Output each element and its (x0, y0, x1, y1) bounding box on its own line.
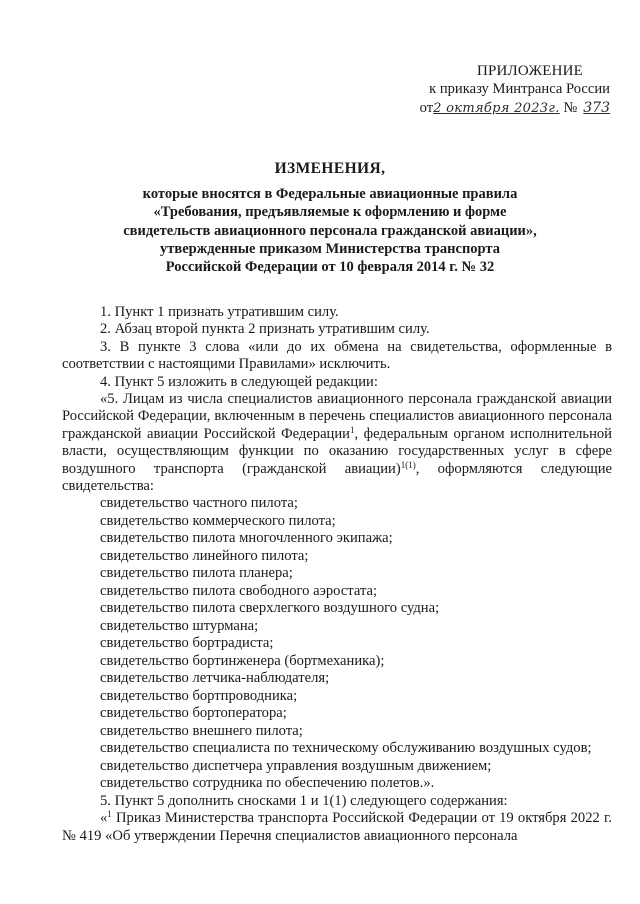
title-line: Российской Федерации от 10 февраля 2014 г. № 32 (165, 259, 495, 276)
list-item: свидетельство пилота многочленного экипажа; (100, 530, 393, 547)
paragraph-1: 1. Пункт 1 признать утратившим силу. (100, 304, 339, 320)
date-prefix: от (419, 100, 434, 116)
document-title (80, 160, 580, 276)
list-item: свидетельство коммерческого пилота; (100, 512, 336, 529)
list-item: свидетельство пилота свободного аэростата; (100, 582, 378, 599)
list-item: свидетельство летчика-наблюдателя; (100, 670, 330, 687)
footnote-marker-1: 1 (107, 809, 112, 820)
list-item: свидетельство бортпроводника; (100, 687, 298, 704)
list-item: свидетельство пилота сверхлегкого воздушного судна; (100, 600, 440, 617)
list-item: свидетельство специалиста по техническому обслуживанию воздушных судов; (100, 740, 592, 757)
footnote-ref-1: 1 (350, 424, 355, 435)
list-item: свидетельство частного пилота; (100, 495, 298, 512)
handwritten-date: 2 октября 2023г. (433, 101, 560, 116)
document-body (62, 304, 612, 845)
number-prefix: № (563, 100, 578, 116)
annex-date-line (410, 98, 610, 119)
paragraph-7 (62, 810, 612, 845)
annex-header (410, 62, 610, 119)
paragraph-6: 5. Пункт 5 дополнить сносками 1 и 1(1) следующего содержания: (100, 792, 508, 809)
paragraph-5 (62, 391, 612, 495)
list-item: свидетельство бортрадиста; (100, 635, 274, 652)
paragraph-4: 4. Пункт 5 изложить в следующей редакции: (100, 373, 378, 390)
list-item: свидетельство линейного пилота; (100, 547, 309, 564)
list-item: свидетельство внешнего пилота; (100, 722, 303, 739)
handwritten-number: 373 (583, 100, 610, 116)
annex-order-reference: к приказу Минтранса России (429, 81, 610, 97)
title-line: которые вносятся в Федеральные авиационные правила (142, 186, 518, 203)
list-item: свидетельство штурмана; (100, 617, 259, 634)
annex-title: ПРИЛОЖЕНИЕ (476, 63, 584, 79)
quote-open: « (100, 810, 108, 827)
paragraph-7-text: Приказ Министерства транспорта Российской Федерации от 19 октября 2022 г. № 419 «Об утверждении Перечня специалистов авиационного персонала (62, 810, 612, 844)
list-item: свидетельство пилота планера; (100, 565, 293, 582)
paragraph-5-text-a: «5. Лицам из числа специалистов авиационного персонала гражданской авиации Российской Федерации, включенным в перечень специалистов авиационного персонала гражданской авиации Российской Федерации (62, 391, 612, 442)
paragraph-5-text-c: , оформляются следующие свидетельства: (62, 460, 612, 495)
footnote-ref-1-1: 1(1) (400, 459, 416, 470)
paragraph-3: 3. В пункте 3 слова «или до их обмена на свидетельства, оформленные в соответствии с настоящими Правилами» исключить. (62, 338, 612, 373)
list-item: свидетельство бортинженера (бортмеханика); (100, 652, 385, 669)
list-item: свидетельство диспетчера управления воздушным движением; (100, 757, 492, 774)
title-main: ИЗМЕНЕНИЯ, (274, 160, 386, 177)
list-item: свидетельство сотрудника по обеспечению полетов.». (100, 775, 435, 792)
title-line: свидетельств авиационного персонала гражданской авиации», (123, 222, 537, 239)
paragraph-2: 2. Абзац второй пункта 2 признать утратившим силу. (100, 321, 430, 338)
title-line: «Требования, предъявляемые к оформлению и форме (153, 204, 507, 221)
list-item: свидетельство бортоператора; (100, 705, 287, 722)
paragraph-5-text-b: , федеральным органом исполнительной власти, осуществляющим функции по оказанию государственных услуг в сфере воздушного транспорта (гражданской авиации) (62, 425, 612, 477)
title-line: утвержденные приказом Министерства транспорта (160, 240, 500, 257)
